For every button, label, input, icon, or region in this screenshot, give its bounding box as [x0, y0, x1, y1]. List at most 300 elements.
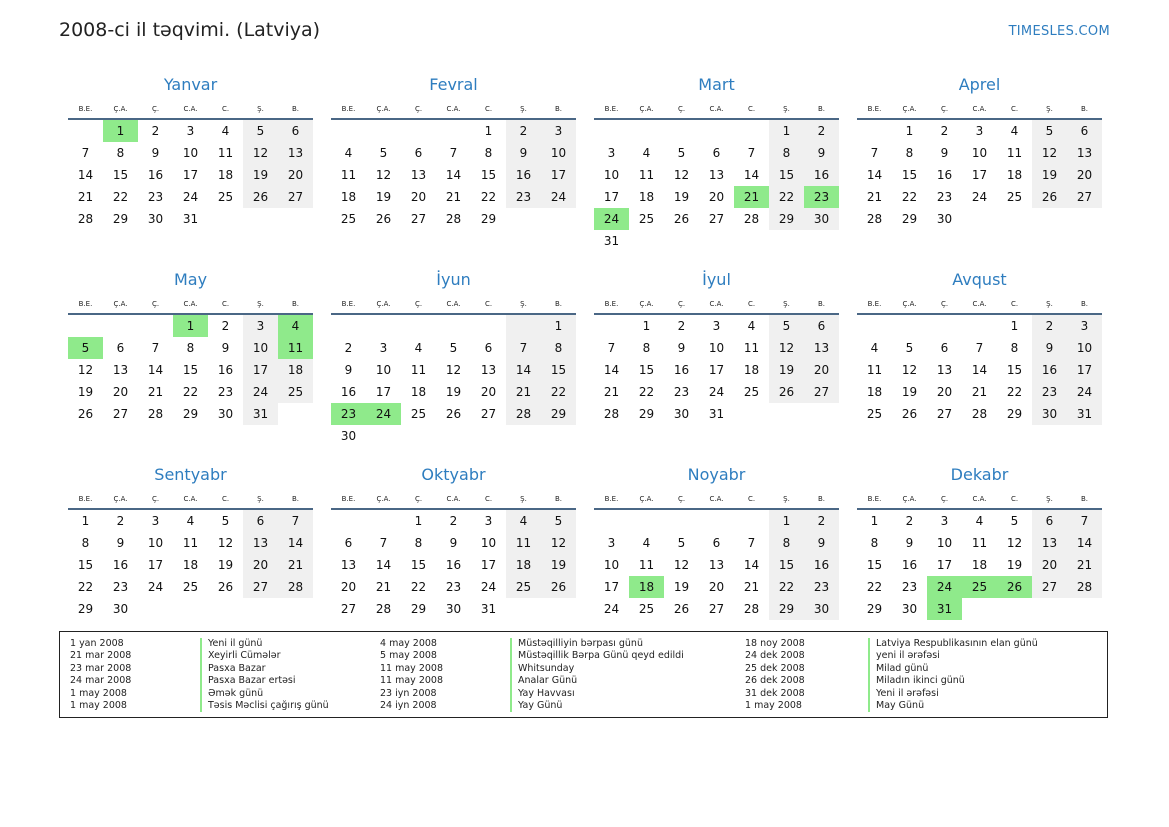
- day-cell: 30: [901, 602, 918, 616]
- empty-cell: [962, 315, 997, 337]
- day-cell: 25: [278, 381, 313, 403]
- day-cell: 20: [112, 385, 129, 399]
- day-cell: 25: [340, 212, 357, 226]
- weekday-header: [594, 293, 839, 315]
- day-cell: 11: [638, 558, 655, 572]
- empty-cell: [471, 315, 506, 337]
- month-name: Sentyabr: [154, 465, 227, 484]
- weekday-label: Ç.: [414, 105, 423, 113]
- day-cell: 25: [866, 407, 883, 421]
- day-cell: 19: [217, 558, 234, 572]
- weekday-label: Ş.: [520, 105, 527, 113]
- day-cell: 3: [186, 124, 195, 138]
- day-grid: [857, 120, 1102, 230]
- empty-cell: [103, 315, 138, 337]
- weekday-label: Ç.A.: [902, 300, 917, 308]
- weekday-label: C.: [221, 105, 230, 113]
- day-cell: 30: [112, 602, 129, 616]
- weekday-label: B.: [1080, 300, 1089, 308]
- weekday-label: Ş.: [783, 495, 790, 503]
- day-grid: [331, 315, 576, 447]
- day-grid: [594, 120, 839, 252]
- day-cell: 16: [340, 385, 357, 399]
- brand-link[interactable]: TIMESLES.COM: [1008, 24, 1110, 39]
- day-cell: 2: [804, 120, 839, 142]
- day-cell: 27: [243, 576, 278, 598]
- holiday-date: 23 mar 2008: [70, 662, 132, 674]
- day-grid: [68, 510, 313, 620]
- weekday-label: B.: [1080, 495, 1089, 503]
- day-cell: 27: [804, 381, 839, 403]
- legend-name-column: [510, 638, 684, 712]
- day-cell: 26: [243, 186, 278, 208]
- empty-cell: [68, 120, 103, 142]
- weekday-label: C.: [484, 300, 493, 308]
- day-cell: 2: [449, 514, 458, 528]
- empty-cell: [68, 315, 103, 337]
- day-cell: 3: [607, 536, 616, 550]
- day-cell: 16: [112, 558, 129, 572]
- day-cell: 4: [506, 510, 541, 532]
- weekday-label: Ç.: [677, 105, 686, 113]
- day-cell: 19: [445, 385, 462, 399]
- empty-cell: [331, 120, 366, 142]
- day-cell: 19: [673, 190, 690, 204]
- day-cell: 13: [340, 558, 357, 572]
- holiday-day-cell: 4: [278, 315, 313, 337]
- day-cell: 11: [638, 168, 655, 182]
- day-cell: 28: [445, 212, 462, 226]
- day-cell: 12: [375, 168, 392, 182]
- holiday-name: Analar Günü: [510, 675, 684, 687]
- weekday-label: Ç.: [677, 300, 686, 308]
- day-cell: 15: [769, 554, 804, 576]
- empty-cell: [699, 120, 734, 142]
- day-cell: 21: [866, 190, 883, 204]
- weekday-label: B.E.: [604, 300, 619, 308]
- day-cell: 27: [1032, 576, 1067, 598]
- empty-cell: [857, 315, 892, 337]
- day-cell: 31: [243, 403, 278, 425]
- day-cell: 22: [901, 190, 918, 204]
- day-cell: 19: [541, 554, 576, 576]
- weekday-label: B.: [291, 300, 300, 308]
- day-cell: 4: [642, 536, 651, 550]
- weekday-label: Ç.A.: [113, 495, 128, 503]
- day-cell: 14: [971, 363, 988, 377]
- day-cell: 21: [77, 190, 94, 204]
- weekday-label: C.A.: [972, 105, 987, 113]
- day-cell: 12: [541, 532, 576, 554]
- day-cell: 7: [278, 510, 313, 532]
- day-cell: 8: [414, 536, 423, 550]
- weekday-label: Ş.: [1046, 495, 1053, 503]
- weekday-label: C.: [1010, 105, 1019, 113]
- weekday-label: Ç.: [940, 495, 949, 503]
- day-cell: 28: [1067, 576, 1102, 598]
- day-cell: 29: [541, 403, 576, 425]
- weekday-label: C.A.: [183, 105, 198, 113]
- day-cell: 11: [340, 168, 357, 182]
- day-cell: 12: [243, 142, 278, 164]
- day-cell: 7: [81, 146, 90, 160]
- empty-cell: [699, 510, 734, 532]
- day-cell: 17: [936, 558, 953, 572]
- weekday-label: C.A.: [972, 495, 987, 503]
- day-cell: 21: [743, 580, 760, 594]
- day-cell: 28: [743, 602, 760, 616]
- day-cell: 1: [905, 124, 914, 138]
- weekday-label: B.E.: [78, 300, 93, 308]
- day-cell: 11: [182, 536, 199, 550]
- day-cell: 15: [1006, 363, 1023, 377]
- day-cell: 29: [77, 602, 94, 616]
- day-cell: 26: [673, 212, 690, 226]
- day-cell: 7: [379, 536, 388, 550]
- day-cell: 13: [1067, 142, 1102, 164]
- day-cell: 8: [81, 536, 90, 550]
- holiday-date: 1 may 2008: [70, 699, 127, 711]
- empty-cell: [506, 315, 541, 337]
- day-cell: 20: [243, 554, 278, 576]
- weekday-label: B.: [817, 105, 826, 113]
- month-name: Avqust: [952, 270, 1007, 289]
- weekday-label: Ç.A.: [639, 300, 654, 308]
- day-cell: 21: [506, 381, 541, 403]
- holiday-name: Pasxa Bazar: [200, 663, 329, 675]
- day-cell: 5: [541, 510, 576, 532]
- day-cell: 6: [484, 341, 493, 355]
- day-cell: 4: [975, 514, 984, 528]
- day-cell: 8: [769, 142, 804, 164]
- day-cell: 5: [677, 146, 686, 160]
- day-cell: 19: [77, 385, 94, 399]
- day-cell: 3: [379, 341, 388, 355]
- empty-cell: [366, 510, 401, 532]
- holiday-name: Milad günü: [868, 663, 1038, 675]
- day-cell: 2: [344, 341, 353, 355]
- day-cell: 3: [940, 514, 949, 528]
- day-cell: 17: [541, 164, 576, 186]
- day-cell: 8: [769, 532, 804, 554]
- day-cell: 11: [971, 536, 988, 550]
- day-cell: 15: [112, 168, 129, 182]
- day-cell: 25: [1006, 190, 1023, 204]
- day-cell: 10: [708, 341, 725, 355]
- day-cell: 27: [708, 602, 725, 616]
- weekday-label: Ç.A.: [902, 495, 917, 503]
- weekday-label: C.: [484, 495, 493, 503]
- day-cell: 29: [410, 602, 427, 616]
- holiday-date: 31 dek 2008: [745, 687, 805, 699]
- day-cell: 12: [673, 168, 690, 182]
- day-cell: 13: [708, 168, 725, 182]
- day-cell: 20: [1067, 164, 1102, 186]
- day-grid: [857, 315, 1102, 425]
- weekday-label: B.E.: [341, 105, 356, 113]
- day-cell: 12: [1006, 536, 1023, 550]
- day-cell: 18: [743, 363, 760, 377]
- empty-cell: [734, 510, 769, 532]
- weekday-label: C.A.: [709, 495, 724, 503]
- day-cell: 30: [445, 602, 462, 616]
- day-cell: 30: [147, 212, 164, 226]
- day-cell: 20: [708, 190, 725, 204]
- day-cell: 3: [1067, 315, 1102, 337]
- day-cell: 9: [940, 146, 949, 160]
- day-cell: 12: [445, 363, 462, 377]
- holiday-date: 11 may 2008: [380, 662, 444, 674]
- day-cell: 10: [1067, 337, 1102, 359]
- day-cell: 27: [480, 407, 497, 421]
- day-cell: 13: [278, 142, 313, 164]
- holiday-day-cell: 23: [804, 186, 839, 208]
- day-cell: 2: [677, 319, 686, 333]
- day-cell: 27: [936, 407, 953, 421]
- day-cell: 8: [870, 536, 879, 550]
- day-cell: 1: [769, 510, 804, 532]
- day-cell: 22: [77, 580, 94, 594]
- day-cell: 21: [1067, 554, 1102, 576]
- holiday-name: Müstəqillik Bərpa Günü qeyd edildi: [510, 650, 684, 662]
- weekday-label: C.A.: [446, 495, 461, 503]
- holiday-name: Əmək günü: [200, 688, 329, 700]
- day-cell: 21: [445, 190, 462, 204]
- weekday-label: C.A.: [446, 300, 461, 308]
- weekday-label: Ç.A.: [113, 300, 128, 308]
- empty-cell: [436, 315, 471, 337]
- day-cell: 21: [971, 385, 988, 399]
- weekday-label: C.: [747, 300, 756, 308]
- day-cell: 17: [243, 359, 278, 381]
- day-cell: 20: [708, 580, 725, 594]
- day-cell: 14: [1067, 532, 1102, 554]
- empty-cell: [734, 120, 769, 142]
- day-cell: 3: [712, 319, 721, 333]
- day-cell: 25: [638, 212, 655, 226]
- day-cell: 10: [971, 146, 988, 160]
- day-cell: 17: [480, 558, 497, 572]
- weekday-label: C.: [221, 300, 230, 308]
- day-cell: 26: [1032, 186, 1067, 208]
- day-cell: 19: [243, 164, 278, 186]
- holiday-name: Whitsunday: [510, 663, 684, 675]
- weekday-header: [331, 98, 576, 120]
- day-cell: 15: [182, 363, 199, 377]
- holiday-day-cell: 21: [734, 186, 769, 208]
- day-cell: 15: [410, 558, 427, 572]
- day-cell: 29: [769, 208, 804, 230]
- weekday-label: Ç.: [414, 495, 423, 503]
- day-cell: 26: [901, 407, 918, 421]
- holiday-date: 11 may 2008: [380, 675, 444, 687]
- month-calendar: [857, 267, 1102, 462]
- month-calendar: [857, 462, 1102, 657]
- day-cell: 28: [506, 403, 541, 425]
- day-cell: 20: [278, 164, 313, 186]
- weekday-label: Ç.A.: [639, 105, 654, 113]
- month-calendar: [331, 72, 576, 267]
- day-cell: 27: [1067, 186, 1102, 208]
- day-cell: 23: [1032, 381, 1067, 403]
- day-cell: 29: [182, 407, 199, 421]
- day-cell: 20: [1032, 554, 1067, 576]
- day-cell: 29: [866, 602, 883, 616]
- holiday-day-cell: 11: [278, 337, 313, 359]
- day-cell: 6: [344, 536, 353, 550]
- month-calendar: [594, 267, 839, 462]
- month-calendar: [68, 267, 313, 462]
- day-cell: 22: [112, 190, 129, 204]
- day-cell: 24: [1067, 381, 1102, 403]
- day-cell: 8: [1010, 341, 1019, 355]
- day-cell: 9: [804, 532, 839, 554]
- day-cell: 26: [375, 212, 392, 226]
- weekday-label: Ç.: [940, 105, 949, 113]
- day-cell: 18: [217, 168, 234, 182]
- day-cell: 18: [1006, 168, 1023, 182]
- day-cell: 5: [449, 341, 458, 355]
- day-cell: 25: [743, 385, 760, 399]
- weekday-label: B.E.: [867, 495, 882, 503]
- holiday-date: 26 dek 2008: [745, 675, 805, 687]
- day-cell: 3: [484, 514, 493, 528]
- empty-cell: [892, 315, 927, 337]
- day-cell: 16: [506, 164, 541, 186]
- day-cell: 22: [769, 186, 804, 208]
- day-cell: 31: [1067, 403, 1102, 425]
- day-cell: 2: [506, 120, 541, 142]
- weekday-label: Ş.: [257, 105, 264, 113]
- month-name: Aprel: [958, 75, 1001, 94]
- day-cell: 13: [804, 337, 839, 359]
- day-cell: 30: [1032, 403, 1067, 425]
- day-cell: 5: [379, 146, 388, 160]
- day-cell: 29: [901, 212, 918, 226]
- day-cell: 13: [480, 363, 497, 377]
- weekday-label: Ç.A.: [902, 105, 917, 113]
- day-cell: 5: [769, 315, 804, 337]
- day-cell: 9: [344, 363, 353, 377]
- day-cell: 14: [506, 359, 541, 381]
- month-name: Mart: [698, 75, 735, 94]
- weekday-label: Ş.: [257, 495, 264, 503]
- weekday-header: [857, 98, 1102, 120]
- day-cell: 30: [673, 407, 690, 421]
- day-cell: 18: [866, 385, 883, 399]
- weekday-label: Ç.: [677, 495, 686, 503]
- day-cell: 16: [673, 363, 690, 377]
- empty-cell: [401, 315, 436, 337]
- legend-name-column: [200, 638, 329, 712]
- day-cell: 24: [182, 190, 199, 204]
- holiday-name: Pasxa Bazar ertəsi: [200, 675, 329, 687]
- day-cell: 8: [186, 341, 195, 355]
- month-calendar: [331, 462, 576, 657]
- day-cell: 6: [804, 315, 839, 337]
- day-cell: 28: [603, 407, 620, 421]
- day-cell: 16: [147, 168, 164, 182]
- day-cell: 19: [901, 385, 918, 399]
- day-cell: 23: [445, 580, 462, 594]
- holiday-day-cell: 26: [997, 576, 1032, 598]
- day-cell: 16: [936, 168, 953, 182]
- day-cell: 30: [217, 407, 234, 421]
- day-cell: 22: [182, 385, 199, 399]
- day-cell: 8: [642, 341, 651, 355]
- months-grid: [68, 72, 1102, 657]
- day-cell: 12: [77, 363, 94, 377]
- day-cell: 29: [112, 212, 129, 226]
- weekday-label: B.: [291, 495, 300, 503]
- weekday-label: Ş.: [783, 105, 790, 113]
- holiday-name: Yeni il günü: [200, 638, 329, 650]
- day-cell: 27: [708, 212, 725, 226]
- weekday-label: C.: [1010, 495, 1019, 503]
- day-cell: 30: [804, 208, 839, 230]
- month-name: Dekabr: [950, 465, 1009, 484]
- day-cell: 14: [603, 363, 620, 377]
- empty-cell: [331, 510, 366, 532]
- day-cell: 2: [804, 510, 839, 532]
- day-cell: 15: [480, 168, 497, 182]
- empty-cell: [594, 315, 629, 337]
- month-calendar: [331, 267, 576, 462]
- holiday-day-cell: 25: [962, 576, 997, 598]
- day-cell: 25: [638, 602, 655, 616]
- weekday-label: C.A.: [183, 300, 198, 308]
- day-cell: 4: [221, 124, 230, 138]
- day-cell: 27: [410, 212, 427, 226]
- day-grid: [68, 315, 313, 425]
- day-cell: 25: [217, 190, 234, 204]
- day-cell: 4: [747, 319, 756, 333]
- day-cell: 7: [151, 341, 160, 355]
- day-cell: 28: [866, 212, 883, 226]
- day-cell: 2: [116, 514, 125, 528]
- weekday-label: Ç.: [151, 495, 160, 503]
- legend-date-column: [70, 638, 131, 712]
- day-cell: 24: [603, 602, 620, 616]
- weekday-label: Ç.: [151, 105, 160, 113]
- day-cell: 17: [1067, 359, 1102, 381]
- day-cell: 25: [410, 407, 427, 421]
- holiday-day-cell: 1: [103, 120, 138, 142]
- day-cell: 7: [607, 341, 616, 355]
- weekday-label: Ç.A.: [639, 495, 654, 503]
- day-cell: 9: [804, 142, 839, 164]
- day-cell: 31: [182, 212, 199, 226]
- day-cell: 10: [480, 536, 497, 550]
- day-cell: 1: [81, 514, 90, 528]
- day-cell: 22: [866, 580, 883, 594]
- day-cell: 9: [905, 536, 914, 550]
- weekday-header: [857, 293, 1102, 315]
- holiday-day-cell: 24: [366, 403, 401, 425]
- weekday-header: [857, 488, 1102, 510]
- day-cell: 10: [936, 536, 953, 550]
- day-cell: 3: [243, 315, 278, 337]
- day-cell: 9: [116, 536, 125, 550]
- month-calendar: [68, 462, 313, 657]
- day-cell: 10: [603, 168, 620, 182]
- holiday-day-cell: 5: [68, 337, 103, 359]
- day-cell: 29: [638, 407, 655, 421]
- empty-cell: [664, 120, 699, 142]
- day-cell: 11: [866, 363, 883, 377]
- day-cell: 10: [541, 142, 576, 164]
- weekday-label: Ş.: [1046, 300, 1053, 308]
